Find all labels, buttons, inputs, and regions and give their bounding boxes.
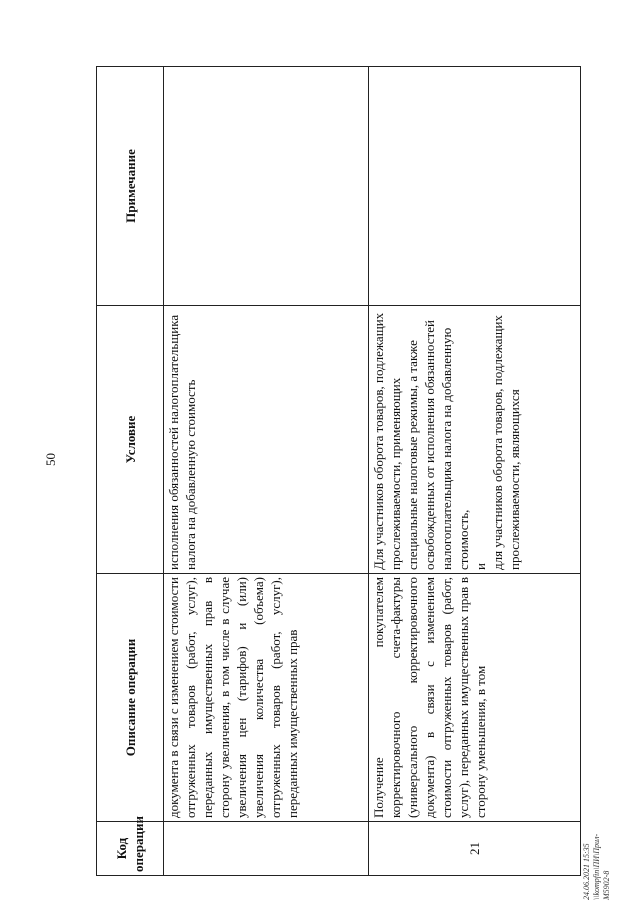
- condition-paragraph: Для участников оборота товаров, подлежащих прослеживаемости, применяющих специальные налоговые режимы, а также освобожденных от исполнения обязанностей налогоплательщика налога на добавленную стоимость,: [371, 312, 471, 570]
- header-note: Примечание: [97, 67, 164, 306]
- table-header-row: [97, 67, 164, 876]
- header-code: Код операции: [97, 822, 164, 876]
- rotated-table-container: [96, 66, 581, 876]
- condition-paragraph: для участников оборота товаров, подлежащих прослеживаемости, являющихся: [490, 315, 522, 570]
- cell-code: [164, 822, 369, 876]
- footer-stamp: [582, 834, 612, 900]
- page-number: 50: [43, 453, 58, 466]
- cell-description: Получение покупателем корректировочного счета-фактуры (универсального корректировочного документа) в связи с изменением стоимости отгруженных товаров (работ, услуг), переданных имущественных прав в сторону уменьшения, в том: [369, 574, 581, 822]
- cell-condition: [369, 306, 581, 574]
- cell-description: документа в связи с изменением стоимости отгруженных товаров (работ, услуг), переданных имущественных прав в сторону увеличения, в том числе в случае увеличения цен (тарифов) и (или) увеличения количества (объема) отгруженных товаров (работ, услуг), переданных имущественных прав: [164, 574, 369, 822]
- header-condition: Условие: [97, 306, 164, 574]
- operations-table: [96, 66, 581, 876]
- cell-note: [164, 67, 369, 306]
- cell-code: 21: [369, 822, 581, 876]
- condition-paragraph: исполнения обязанностей налогоплательщика налога на добавленную стоимость: [166, 314, 198, 570]
- stamp-date: 24.06.2021 15:35: [582, 843, 591, 900]
- condition-paragraph: и: [473, 563, 488, 570]
- table-row: [164, 67, 369, 876]
- table-row: [369, 67, 581, 876]
- stamp-path: \\kompfin\ПИ\Прил-М5902-8: [592, 833, 611, 900]
- cell-condition: [164, 306, 369, 574]
- header-description: Описание операции: [97, 574, 164, 822]
- cell-note: [369, 67, 581, 306]
